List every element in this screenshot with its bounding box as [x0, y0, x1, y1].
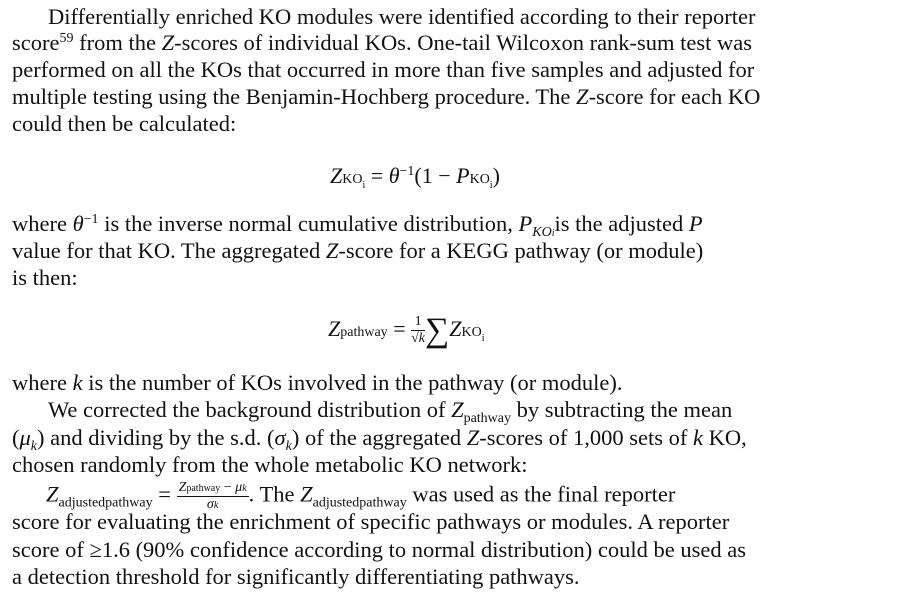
para3-line1: where k is the number of KOs involved in the pathway (or module).: [12, 370, 623, 395]
para1-line3: performed on all the KOs that occurred in more than five samples and adjusted for: [12, 57, 755, 82]
para1-line4: multiple testing using the Benjamin-Hochberg procedure. The Z-score for each KO: [12, 84, 761, 109]
para4-line2: score of ≥1.6 (90% confidence according to normal distribution) could be used as: [12, 537, 747, 562]
para4-line1: score for evaluating the enrichment of specific pathways or modules. A reporter: [12, 509, 730, 534]
summation-sign: ∑: [425, 312, 450, 349]
equation-z-ko: $ZKO_i = \theta^{-1}(1 - PKO_i)$: [330, 163, 500, 191]
fraction-one-over-root-k: $\frac{1}{√k}$: [411, 314, 426, 347]
para3-line2: We corrected the background distribution of $Z_{pathway}$ by subtracting the mean: [48, 397, 733, 426]
para1-line5: could then be calculated:: [12, 111, 237, 136]
para3-line4: chosen randomly from the whole metabolic KO network:: [12, 452, 528, 477]
citation-ref: 59: [59, 31, 74, 46]
para2-line2: value for that KO. The aggregated Z-score for a KEGG pathway (or module): [12, 238, 704, 263]
para1-line2: score$^{59}$ from the Z-scores of individual KOs. One-tail Wilcoxon rank-sum test was: [12, 30, 753, 55]
fraction-adjusted: $\frac{\text{Zpathway − μk}}{\sigma k}$: [178, 480, 247, 512]
para4-line3: a detection threshold for significantly differentiating pathways.: [12, 564, 580, 589]
para2-line1: where $\theta^{-1}$ is the inverse normal cumulative distribution, $P_{KOi}is$ the adjusted P: [12, 211, 703, 240]
para1-line1: Differentially enriched KO modules were identified according to their reporter: [48, 4, 756, 29]
para2-line3: is then:: [12, 265, 78, 290]
equation-z-pathway: Zpathway = $\frac{1}{√k}$ $\sum ZKO_i$: [328, 312, 485, 349]
para3-line3: $(\mu_k)$ and dividing by the s.d. $(\sigma_k)$ of the aggregated Z-scores of 1,000 sets of k KO,: [12, 425, 747, 454]
equation-z-adjusted-line: $Z_{adjustedpathway}$ = $\frac{\text{Zpathway − μk}}{\sigma k}$ . The $Z_{adjustedpathway}$ was used as the final reporter: [46, 480, 676, 512]
